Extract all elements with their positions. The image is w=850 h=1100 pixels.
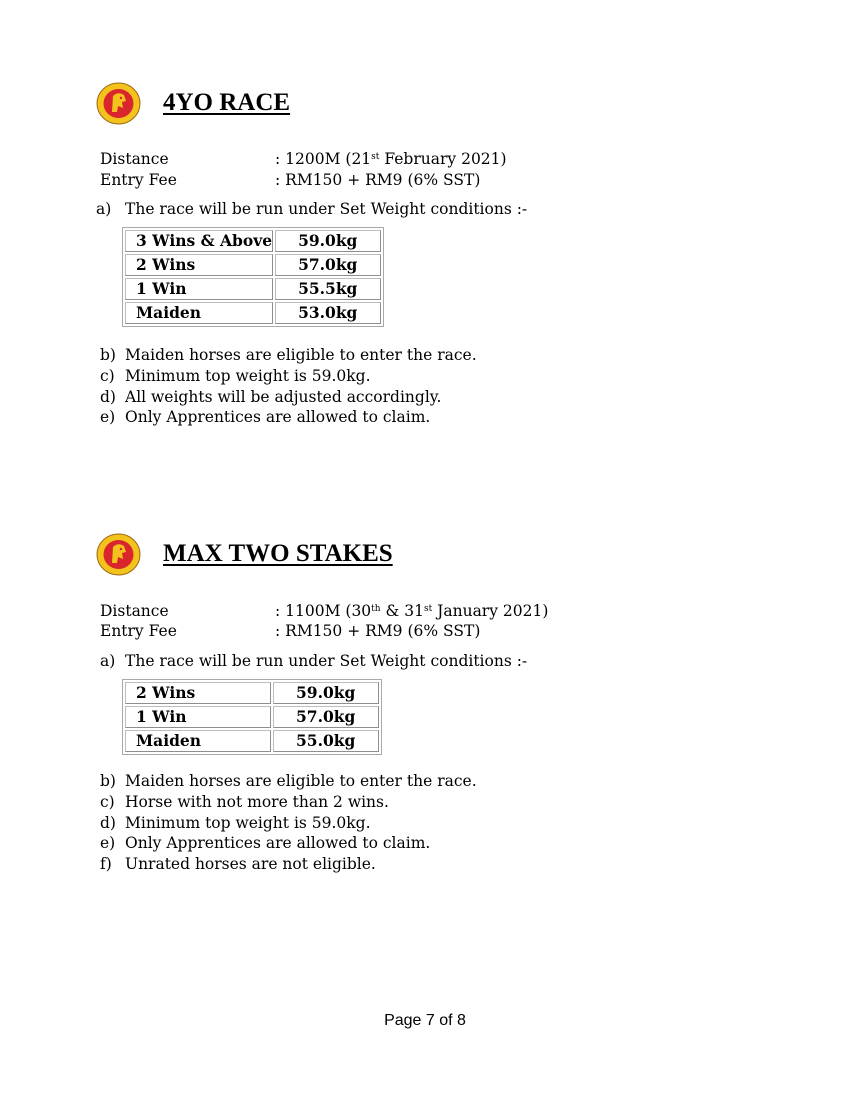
distance-label: Distance <box>100 602 169 620</box>
page-number: Page 7 of 8 <box>384 1012 466 1029</box>
list-item: d) Minimum top weight is 59.0kg. <box>100 814 371 832</box>
list-item: b) Maiden horses are eligible to enter the race. <box>100 772 477 790</box>
list-item: e) Only Apprentices are allowed to claim. <box>100 408 431 426</box>
condition-intro: a) The race will be run under Set Weight conditions :- <box>100 652 528 670</box>
list-item: c) Minimum top weight is 59.0kg. <box>100 367 371 385</box>
table-row: 3 Wins & Above 59.0kg <box>125 230 381 252</box>
distance-label: Distance <box>100 150 169 168</box>
list-item: e) Only Apprentices are allowed to claim. <box>100 834 431 852</box>
entry-fee-value: : RM150 + RM9 (6% SST) <box>275 171 481 189</box>
entry-fee-row <box>100 621 480 642</box>
condition-intro: a) The race will be run under Set Weight conditions :- <box>96 200 528 218</box>
list-item: c) Horse with not more than 2 wins. <box>100 793 389 811</box>
weight-table <box>122 227 384 327</box>
table-row: 1 Win 55.5kg <box>125 278 381 300</box>
table-row: 2 Wins 57.0kg <box>125 254 381 276</box>
table-row: Maiden 53.0kg <box>125 302 381 324</box>
distance-value: : 1100M (30th & 31st January 2021) <box>275 602 549 620</box>
table-row: Maiden 55.0kg <box>125 730 379 752</box>
distance-row <box>100 601 548 622</box>
race-title: 4YO RACE <box>163 89 291 116</box>
weight-table <box>122 679 382 755</box>
table-row: 2 Wins 59.0kg <box>125 682 379 704</box>
entry-fee-label: Entry Fee <box>100 622 177 640</box>
list-item: b) Maiden horses are eligible to enter the race. <box>100 346 477 364</box>
club-logo-icon <box>96 533 141 576</box>
table-row: 1 Win 57.0kg <box>125 706 379 728</box>
club-logo-icon <box>96 82 141 125</box>
entry-fee-row <box>100 170 480 191</box>
distance-value: : 1200M (21st February 2021) <box>275 150 507 168</box>
entry-fee-value: : RM150 + RM9 (6% SST) <box>275 622 481 640</box>
entry-fee-label: Entry Fee <box>100 171 177 189</box>
race-title: MAX TWO STAKES <box>163 540 393 567</box>
list-item: d) All weights will be adjusted accordingly. <box>100 388 442 406</box>
list-item: f) Unrated horses are not eligible. <box>100 855 376 873</box>
distance-row <box>100 149 507 170</box>
